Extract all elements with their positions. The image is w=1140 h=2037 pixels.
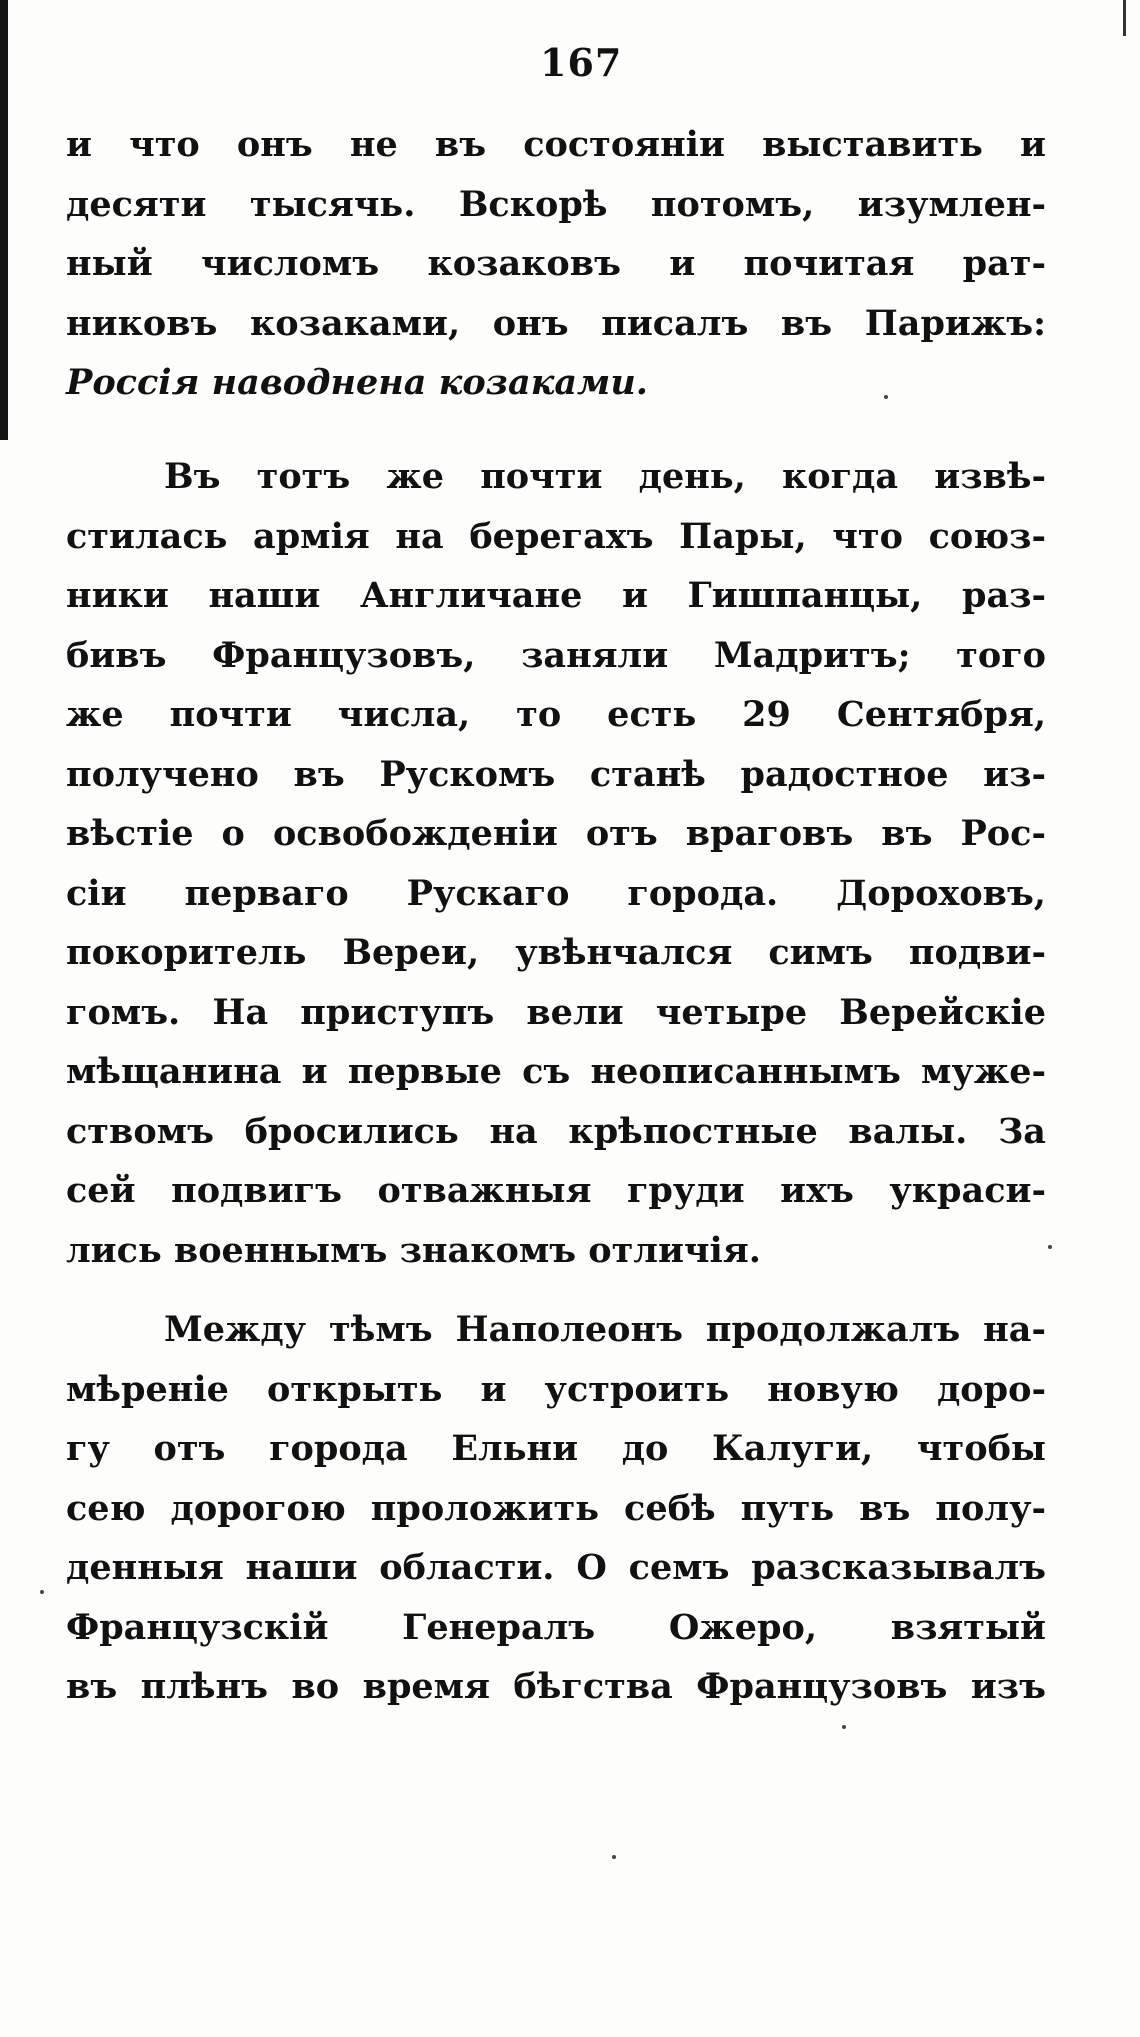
edge-mark [1123, 0, 1126, 36]
text-line: покоритель Вереи, увѣнчался симъ подви- [66, 932, 1046, 973]
text-line: мѣщанина и первые съ неописаннымъ муже- [66, 1051, 1046, 1092]
text-line: никовъ козаками, онъ писалъ въ Парижъ: [66, 302, 1046, 344]
page-number: 167 [540, 40, 623, 85]
scan-speck [842, 1725, 846, 1729]
binding-edge [0, 0, 8, 440]
text-line: денныя наши области. О семъ разсказывалъ [66, 1547, 1046, 1588]
text-line: ствомъ бросились на крѣпостные валы. За [66, 1110, 1046, 1152]
text-line [66, 353, 1046, 413]
text-line: Французскiй Генералъ Ожеро, взятый [66, 1606, 1046, 1648]
scan-speck [1048, 1245, 1052, 1249]
scan-speck [40, 1590, 44, 1594]
text-line: же почти числа, то есть 29 Сентября, [66, 694, 1046, 735]
text-line: гу отъ города Ельни до Калуги, чтобы [66, 1428, 1046, 1469]
paragraph-3 [66, 1300, 1046, 1717]
text-line: гомъ. На приступъ вели четыре Верейскiе [66, 991, 1046, 1033]
text-line: десяти тысячь. Вскорѣ потомъ, изумлен- [66, 183, 1046, 225]
text-line: сею дорогою проложить себѣ путь въ полу- [66, 1487, 1046, 1529]
text-line: бивъ Французовъ, заняли Мадритъ; того [66, 634, 1046, 676]
text-line: и что онъ не въ состоянiи выставить и [66, 124, 1046, 165]
text-line: стилась армiя на берегахъ Пары, что союз- [66, 515, 1046, 557]
text-line: сiи перваго Рускаго города. Дороховъ, [66, 872, 1046, 914]
text-line: лись военнымъ знакомъ отличiя. [66, 1229, 761, 1271]
text-line: вѣстiе о освобожденiи отъ враговъ въ Рос- [66, 813, 1046, 854]
text-line: ники наши Англичане и Гишпанцы, раз- [66, 575, 1046, 616]
italic-quote: Россiя наводнена козаками. [66, 362, 648, 403]
scan-speck [612, 1855, 616, 1859]
paragraph-2 [66, 447, 1046, 1280]
text-line: мѣренiе открыть и устроить новую доро- [66, 1368, 1046, 1410]
text-line: Въ тотъ же почти день, когда извѣ- [164, 456, 1046, 497]
text-line: Между тѣмъ Наполеонъ продолжалъ на- [164, 1309, 1046, 1350]
paragraph-1 [66, 115, 1046, 413]
text-line: сей подвигъ отважныя груди ихъ украси- [66, 1170, 1046, 1211]
text-line: получено въ Рускомъ станѣ радостное из- [66, 753, 1046, 795]
text-line: ный числомъ козаковъ и почитая рат- [66, 243, 1046, 284]
scan-speck [884, 395, 888, 399]
text-line: въ плѣнъ во время бѣгства Французовъ изъ [66, 1666, 1046, 1707]
